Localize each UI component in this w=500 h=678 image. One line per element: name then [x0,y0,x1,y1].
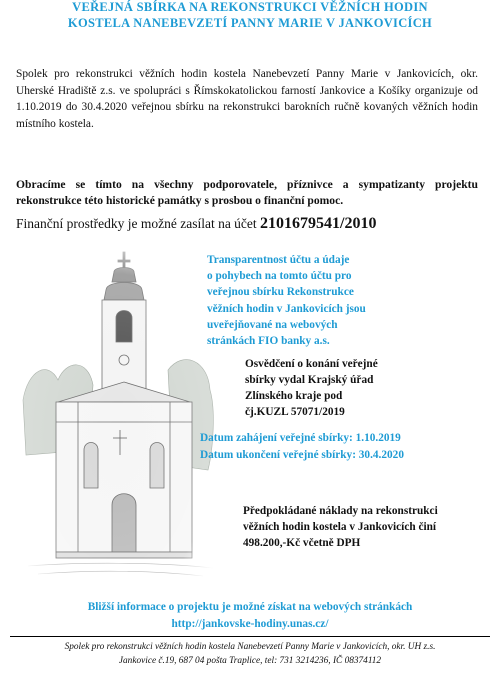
transparency-line: stránkách FIO banky a.s. [207,335,330,348]
account-line [16,214,486,234]
title-line-1: VEŘEJNÁ SBÍRKA NA REKONSTRUKCI VĚŽNÍCH HODIN [72,0,428,14]
costs-line: 498.200,-Kč včetně DPH [243,537,361,549]
certificate-notice [245,356,425,420]
transparency-line: o pohybech na tomto účtu pro [207,270,352,283]
website-link[interactable]: http://jankovske-hodiny.unas.cz/ [171,618,329,630]
footer-divider [10,636,490,637]
account-text: Finanční prostředky je možné zasílat na účet [16,216,257,231]
certificate-line: sbírky vydal Krajský úřad [245,374,374,386]
transparency-line: Transparentnost účtu a údaje [207,254,350,266]
more-info-text: Bližší informace o projektu je možné získat na webových stránkách [87,601,413,613]
transparency-line: uveřejňované na webových [207,318,338,331]
intro-paragraph: Spolek pro rekonstrukci věžních hodin kostela Nanebevzetí Panny Marie v Jankovicích, okr. Uherské Hradiště z.s. ve spolupráci s Římskokatolickou farností Jankovice a Košíky organizuje od 1.10.2019 do 30.4.2020 veřejnou sbírku na rekonstrukci barokních ručně kovaných věžních hodin místního kostela. [16,68,478,130]
footer-line-2: Jankovice č.19, 687 04 pošta Traplice, tel: 731 3214236, IČ 08374112 [118,656,382,666]
estimated-costs [243,503,483,551]
certificate-line: Zlínského kraje pod [245,390,343,402]
transparency-line: veřejnou sbírku Rekonstrukce [207,286,354,299]
account-number: 2101679541/2010 [260,215,377,232]
transparency-line: věžních hodin v Jankovicích jsou [207,302,366,315]
costs-line: věžních hodin kostela v Jankovicích činí [243,521,437,533]
transparency-notice [207,252,412,349]
title-line-2: KOSTELA NANEBEVZETÍ PANNY MARIE V JANKOVICÍCH [67,16,433,30]
start-date: Datum zahájení veřejné sbírky: 1.10.2019 [200,432,401,444]
appeal-paragraph: Obracíme se tímto na všechny podporovatele, příznivce a sympatizanty projektu rekonstrukce této historické památky s prosbou o finanční pomoc. [16,178,478,207]
collection-dates [200,430,490,464]
footer-line-1: Spolek pro rekonstrukci věžních hodin kostela Nanebevzetí Panny Marie v Jankovicích, okr. UH z.s. [64,642,436,652]
footer [0,640,500,668]
church-illustration [18,250,218,590]
certificate-line: čj.KUZL 57071/2019 [245,406,345,418]
more-info [0,599,500,633]
end-date: Datum ukončení veřejné sbírky: 30.4.2020 [200,449,404,461]
costs-line: Předpokládané náklady na rekonstrukci [243,505,438,517]
certificate-line: Osvědčení o konání veřejné [245,358,378,370]
